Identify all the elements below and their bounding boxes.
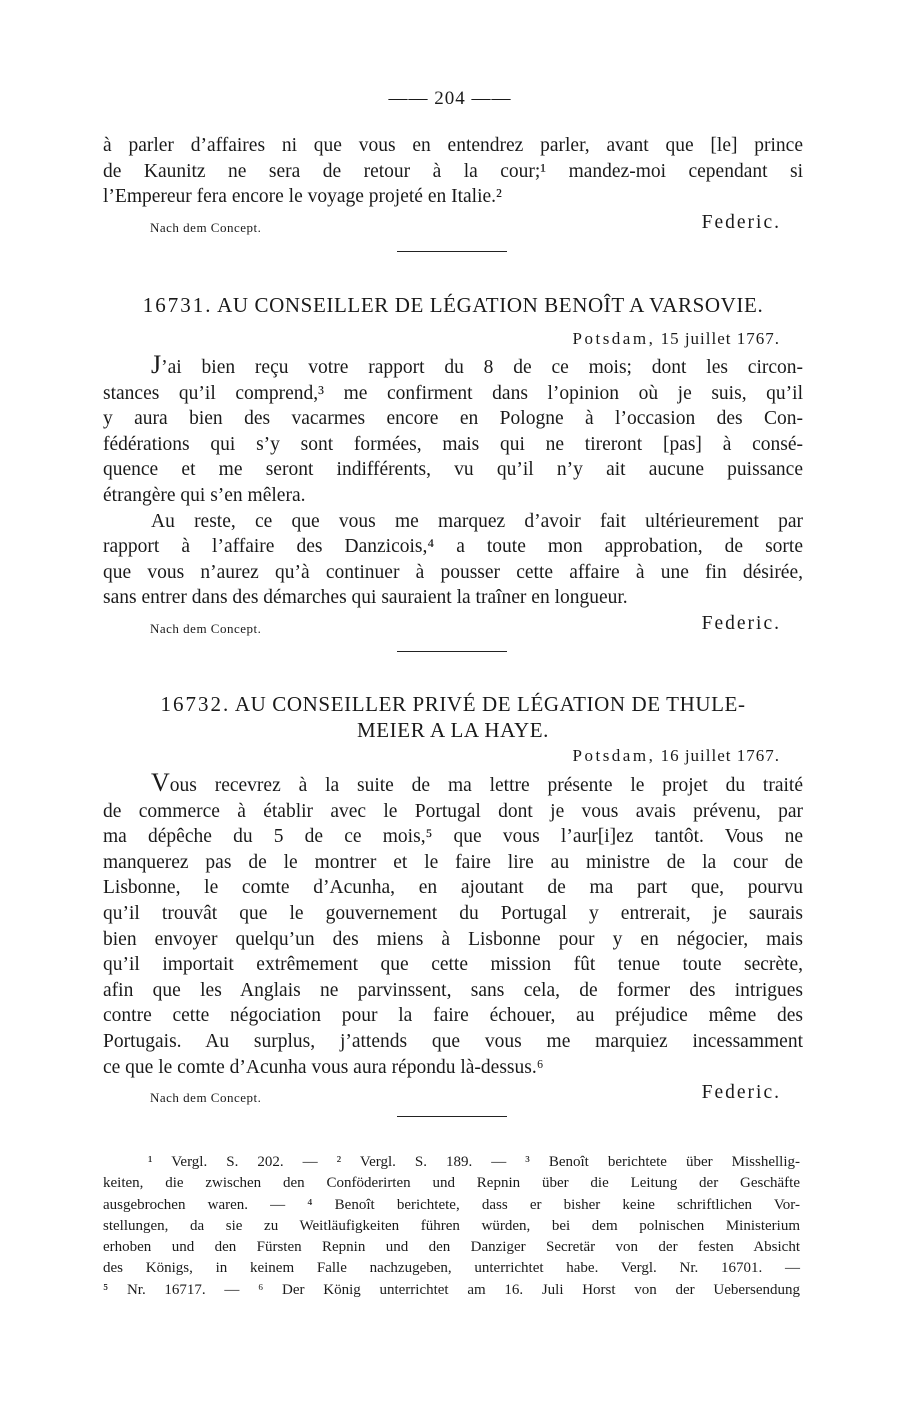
signature: Federic.	[701, 211, 781, 233]
footnote-line: stellungen, da sie zu Weitläufigkeiten führen würden, bei dem polnischen Ministerium	[103, 1217, 800, 1234]
dateline-place: Potsdam,	[572, 746, 656, 765]
text-line: ce que le comte d’Acunha vous aura répondu là-dessus.⁶	[103, 1056, 544, 1078]
footnotes	[103, 1152, 800, 1301]
footnote-line: keiten, die zwischen den Conföderirten und Repnin über die Leitung der Geschäfte	[103, 1175, 800, 1192]
text-line: à parler d’affaires ni que vous en entendrez parler, avant que [le] prince	[103, 135, 803, 156]
text-line: y aura bien des vacarmes encore en Pologne à l’occasion des Con-	[103, 408, 803, 430]
text-line: Au reste, ce que vous me marquez d’avoir fait ultérieurement par	[151, 510, 803, 532]
text-line: qu’il importait extrêmement que cette mission fût tenue toute secrète,	[103, 954, 803, 976]
letter-number: 16732.	[160, 692, 231, 716]
text-line: que vous n’aurez qu’à continuer à pousser cette affaire à une fin désirée,	[103, 561, 803, 583]
footnote-line: ⁵ Nr. 16717. — ⁶ Der König unterrichtet am 16. Juli Horst von der Uebersendung	[103, 1281, 800, 1298]
letter-number: 16731.	[142, 293, 213, 317]
dateline	[573, 746, 780, 766]
text-line: de Kaunitz ne sera de retour à la cour;¹ mandez-moi cependant si	[103, 160, 803, 182]
text-line: de commerce à établir avec le Portugal dont je vous avais prévenu, par	[103, 800, 803, 822]
letter-body	[103, 768, 803, 1110]
letter-body	[103, 350, 803, 641]
text-line: stances qu’il comprend,³ me confirment dans l’opinion où je suis, qu’il	[103, 382, 803, 404]
footnote-line: erhoben und den Fürsten Repnin und den Danziger Secretär von der festen Absicht	[103, 1239, 800, 1256]
text-line: Lisbonne, le comte d’Acunha, en ajoutant de ma part que, pourvu	[103, 877, 803, 899]
signature-row	[103, 1080, 803, 1110]
letter-title: AU CONSEILLER DE LÉGATION BENOÎT A VARSOVIE.	[217, 293, 764, 317]
signature: Federic.	[701, 1082, 781, 1104]
text-line: sans entrer dans des démarches qui sauraient la traîner en longueur.	[103, 587, 628, 609]
concept-note: Nach dem Concept.	[150, 620, 262, 636]
letter-title: AU CONSEILLER PRIVÉ DE LÉGATION DE THULE-	[234, 692, 746, 716]
text-line: ma dépêche du 5 de ce mois,⁵ que vous l’aur[i]ez tantôt. Vous ne	[103, 826, 803, 848]
text-line: fédérations qui s’y sont formées, mais qui ne tireront [pas] à consé-	[103, 433, 803, 455]
page-number: —— 204 ——	[388, 88, 512, 109]
text-line: contre cette négociation pour la faire échouer, au préjudice même des	[103, 1005, 803, 1027]
letter-heading	[103, 293, 803, 318]
dateline-place: Potsdam,	[572, 329, 656, 348]
section-divider	[397, 1116, 507, 1117]
concept-note: Nach dem Concept.	[150, 219, 262, 235]
opening-text	[103, 133, 803, 240]
text-line: manquerez pas de le montrer et le faire lire au ministre de la cour de	[103, 851, 803, 873]
footnote-line: ¹ Vergl. S. 202. — ² Vergl. S. 189. — ³ Benoît berichtete über Misshellig-	[148, 1154, 800, 1170]
text-line: qu’il trouvât que le gouvernement du Portugal y entrerait, je saurais	[103, 902, 803, 924]
dateline	[573, 329, 780, 349]
text-line: rapport à l’affaire des Danzicois,⁴ a toute mon approbation, de sorte	[103, 536, 803, 558]
drop-initial: J	[151, 350, 162, 379]
drop-initial: V	[151, 768, 170, 797]
letter-heading-continued: MEIER A LA HAYE.	[356, 718, 549, 742]
text-line: l’Empereur fera encore le voyage projeté en Italie.²	[103, 186, 502, 208]
text-line: afin que les Anglais ne parvinssent, sans cela, de former des intrigues	[103, 979, 803, 1001]
text-line: Vous recevrez à la suite de ma lettre présente le projet du traité	[151, 768, 803, 797]
text-line: quence et me seront indifférents, vu qu’il n’y ait aucune puissance	[103, 459, 803, 481]
concept-note: Nach dem Concept.	[150, 1090, 262, 1106]
dateline-date: 16 juillet 1767.	[660, 746, 780, 765]
signature-row	[103, 210, 803, 240]
signature: Federic.	[701, 612, 781, 634]
signature-row	[103, 611, 803, 641]
letter-heading	[103, 692, 803, 717]
dateline-date: 15 juillet 1767.	[660, 329, 780, 348]
text-line: Portugais. Au surplus, j’attends que vous me marquiez incessamment	[103, 1030, 803, 1052]
text-line: bien envoyer quelqu’un des miens à Lisbonne pour y en négocier, mais	[103, 928, 803, 950]
section-divider	[397, 651, 507, 652]
footnote-line: ausgebrochen waren. — ⁴ Benoît berichtete, dass er bisher keine schriftlichen Vor-	[103, 1196, 800, 1213]
text-line: J’ai bien reçu votre rapport du 8 de ce mois; dont les circon-	[151, 350, 803, 379]
section-divider	[397, 251, 507, 252]
footnote-line: des Königs, in keinem Falle nachzugeben, unterrichtet habe. Vergl. Nr. 16701. —	[103, 1260, 800, 1277]
text-line: étrangère qui s’en mêlera.	[103, 484, 306, 506]
